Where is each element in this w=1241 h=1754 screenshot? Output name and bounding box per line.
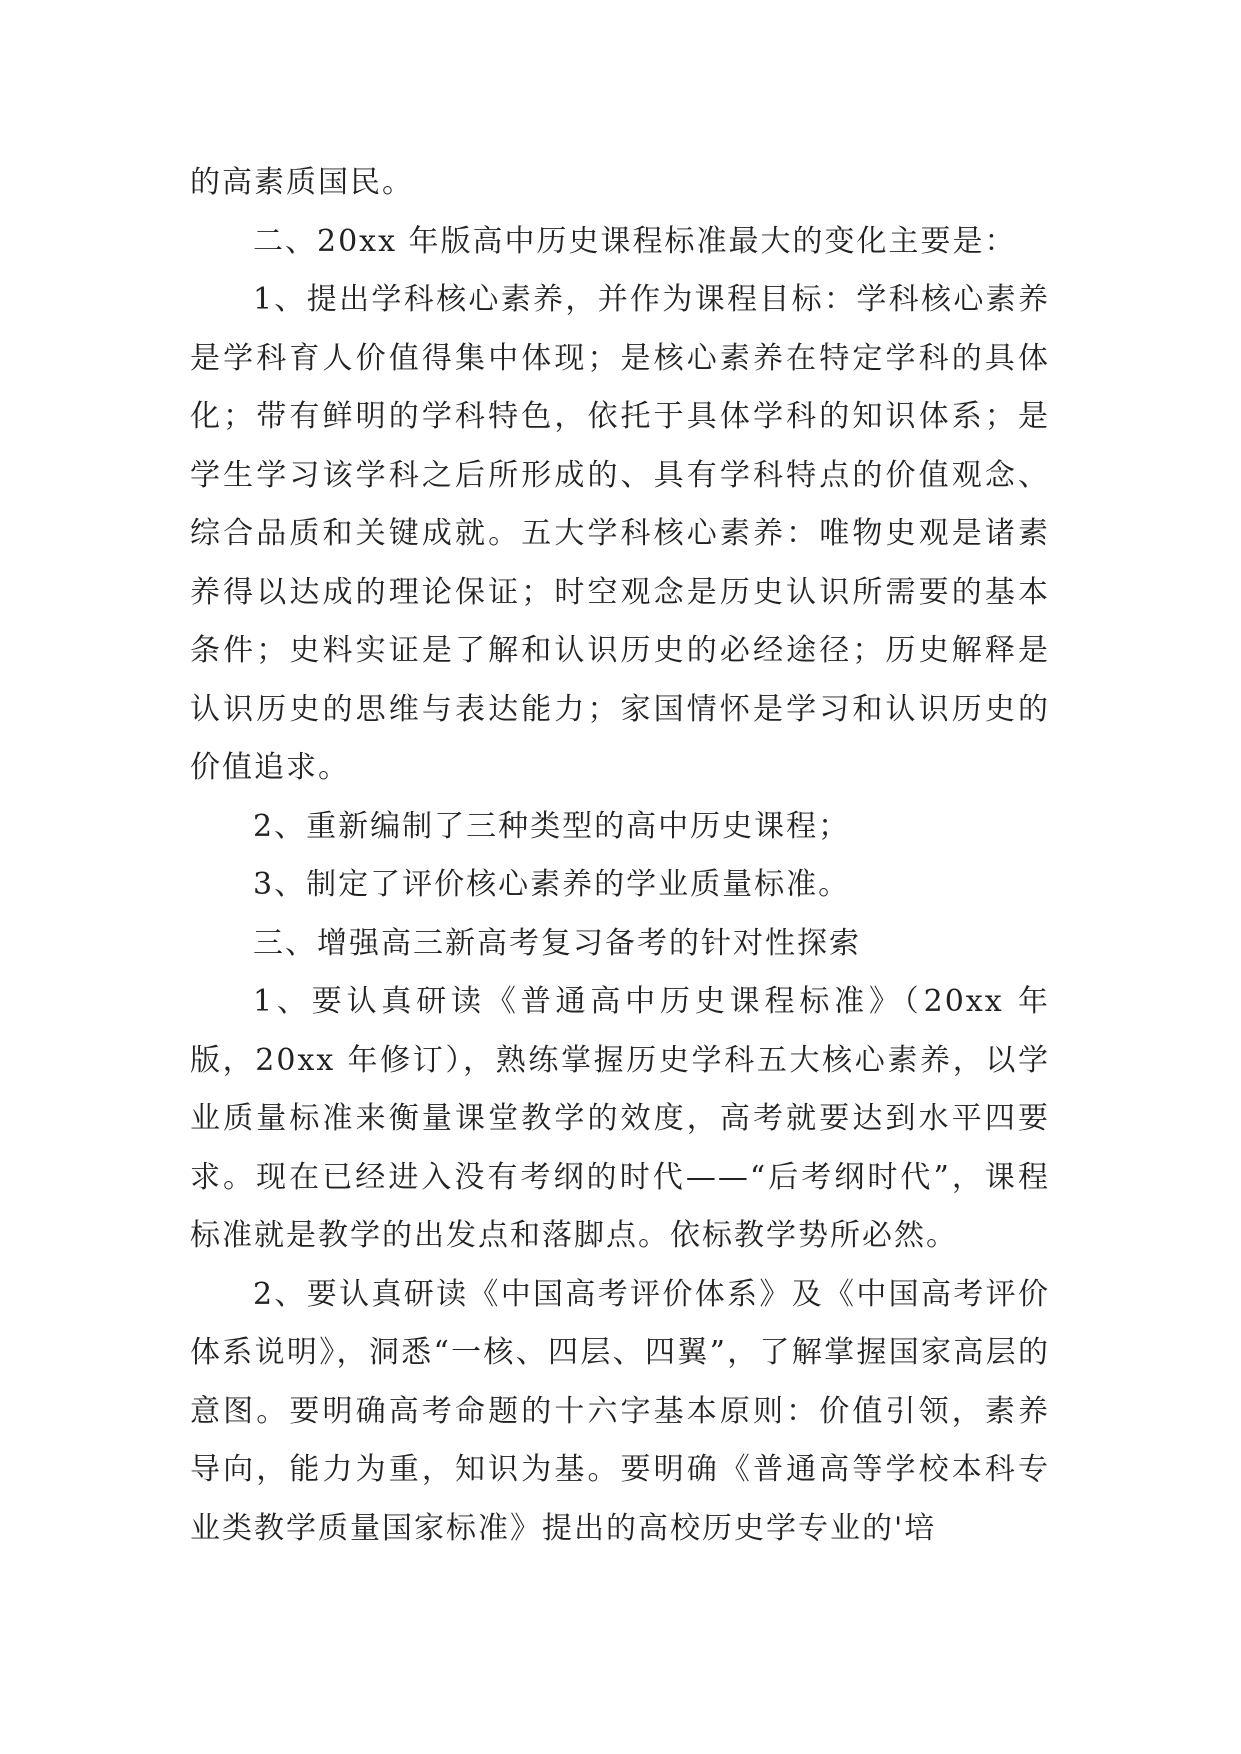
paragraph: 2、重新编制了三种类型的高中历史课程；	[253, 808, 851, 844]
paragraph: 1、要认真研读《普通高中历史课程标准》（20xx 年版，20xx 年修订），熟练掌握历史学科五大核心素养，以学业质量标准来衡量课堂教学的效度，高考就要达到水平四要求。现在已经进入没有考纲的时代——“后考纲时代”，课程标准就是教学的出发点和落脚点。依标教学势所必然。	[190, 984, 1050, 1253]
paragraph: 1、提出学科核心素养，并作为课程目标：学科核心素养是学科育人价值得集中体现；是核心素养在特定学科的具体化；带有鲜明的学科特色，依托于具体学科的知识体系；是学生学习该学科之后所形成的、具有学科特点的价值观念、综合品质和关键成就。五大学科核心素养：唯物史观是诸素养得以达成的理论保证；时空观念是历史认识所需要的基本条件；史料实证是了解和认识历史的必经途径；历史解释是认识历史的思维与表达能力；家国情怀是学习和认识历史的价值追求。	[190, 282, 1050, 785]
paragraph: 二、20xx 年版高中历史课程标准最大的变化主要是：	[253, 223, 1017, 259]
paragraph: 的高素质国民。	[190, 165, 414, 200]
document-body	[190, 154, 1050, 1558]
paragraph: 2、要认真研读《中国高考评价体系》及《中国高考评价体系说明》，洞悉“一核、四层、四翼”，了解掌握国家高层的意图。要明确高考命题的十六字基本原则：价值引领，素养导向，能力为重，知识为基。要明确《普通高等学校本科专业类教学质量国家标准》提出的高校历史学专业的'培	[190, 1276, 1050, 1546]
paragraph: 3、制定了评价核心素养的学业质量标准。	[253, 867, 851, 902]
paragraph: 三、增强高三新高考复习备考的针对性探索	[253, 925, 861, 961]
